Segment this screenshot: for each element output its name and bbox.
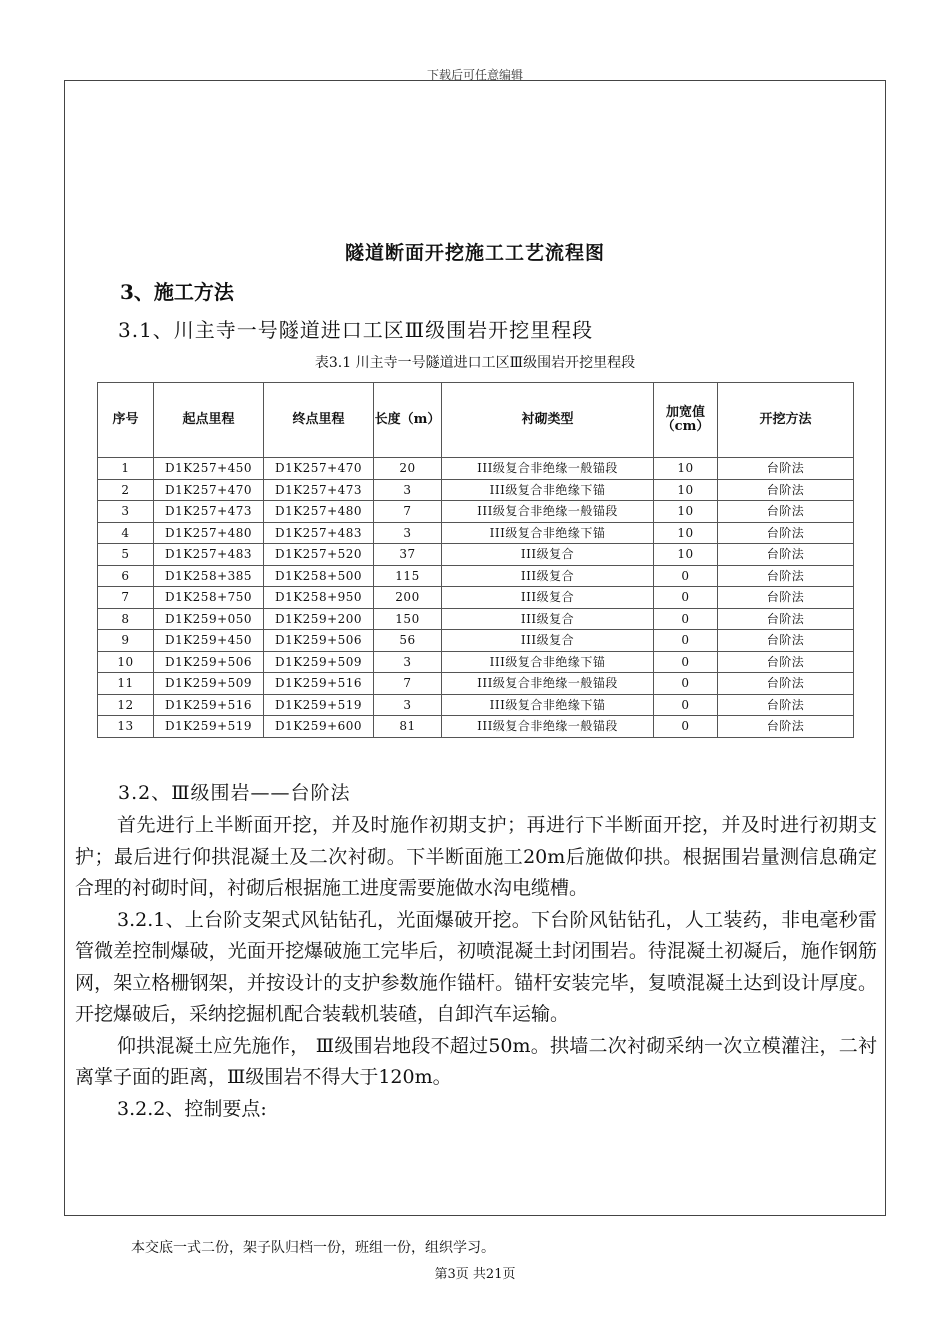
table-cell: 9 <box>98 630 154 652</box>
table-cell: III级复合非绝缘下锚 <box>442 479 654 501</box>
paragraph: 3.2.2、控制要点: <box>117 1097 267 1120</box>
table-cell: 5 <box>98 544 154 566</box>
table-cell: D1K259+519 <box>264 694 374 716</box>
table-cell: 20 <box>374 458 442 480</box>
table-row <box>98 608 854 630</box>
paragraph: 首先进行上半断面开挖，并及时施作初期支护；再进行下半断面开挖，并及时进行初期支护；最后进行仰拱混凝土及二次衬砌。下半断面施工20m后施做仰拱。根据围岩量测信息确定合理的衬砌时间，衬砌后根据施工进度需要施做水沟电缆槽。 <box>75 814 877 899</box>
table-cell: D1K257+480 <box>264 501 374 523</box>
table-cell: 3 <box>374 651 442 673</box>
table-cell: 台阶法 <box>718 651 854 673</box>
table-cell: 0 <box>654 587 718 609</box>
header-cell: 衬砌类型 <box>442 383 654 458</box>
table-row <box>98 565 854 587</box>
table-cell: D1K257+483 <box>264 522 374 544</box>
table-cell: D1K257+480 <box>154 522 264 544</box>
table-row <box>98 587 854 609</box>
table-cell: 10 <box>654 544 718 566</box>
table-cell: D1K259+200 <box>264 608 374 630</box>
table-cell: 7 <box>98 587 154 609</box>
table-cell: III级复合 <box>442 544 654 566</box>
table-row <box>98 458 854 480</box>
table-row <box>98 501 854 523</box>
table-cell: 0 <box>654 716 718 738</box>
table-cell: 0 <box>654 630 718 652</box>
table-cell: III级复合 <box>442 565 654 587</box>
subsection-title: 3.1、川主寺一号隧道进口工区Ⅲ级围岩开挖里程段 <box>118 318 594 342</box>
header-cell: 起点里程 <box>154 383 264 458</box>
table-cell: D1K259+450 <box>154 630 264 652</box>
table-cell: 10 <box>654 522 718 544</box>
table-cell: D1K259+506 <box>264 630 374 652</box>
table-cell: 10 <box>654 501 718 523</box>
table-cell: D1K259+509 <box>264 651 374 673</box>
table-header-row <box>98 383 854 458</box>
table-cell: D1K259+516 <box>154 694 264 716</box>
table-cell: D1K257+520 <box>264 544 374 566</box>
table-cell: D1K259+600 <box>264 716 374 738</box>
table-cell: 0 <box>654 565 718 587</box>
table-cell: 81 <box>374 716 442 738</box>
table-row <box>98 479 854 501</box>
paragraph: 3.2.1、上台阶支架式风钻钻孔，光面爆破开挖。下台阶风钻钻孔，人工装药，非电毫秒雷管微差控制爆破，光面开挖爆破施工完毕后，初喷混凝土封闭围岩。待混凝土初凝后，施作钢筋网，架立格栅钢架，并按设计的支护参数施作锚杆。锚杆安装完毕，复喷混凝土达到设计厚度。开挖爆破后，采纳挖掘机配合装载机装碴，自卸汽车运输。 <box>75 908 877 1025</box>
table-cell: 11 <box>98 673 154 695</box>
header-note: 下载后可任意编辑 <box>426 68 523 82</box>
table-cell: III级复合 <box>442 587 654 609</box>
table-cell: 56 <box>374 630 442 652</box>
table-cell: 3 <box>98 501 154 523</box>
table-cell: 7 <box>374 501 442 523</box>
table-cell: 台阶法 <box>718 630 854 652</box>
header-cell: 终点里程 <box>264 383 374 458</box>
table-cell: 台阶法 <box>718 716 854 738</box>
table-row <box>98 630 854 652</box>
table-cell: D1K258+950 <box>264 587 374 609</box>
table-cell: D1K257+450 <box>154 458 264 480</box>
paragraph: 仰拱混凝土应先施作， Ⅲ级围岩地段不超过50m。拱墙二次衬砌采纳一次立模灌注，二衬离掌子面的距离，Ⅲ级围岩不得大于120m。 <box>75 1034 877 1088</box>
table-cell: 10 <box>654 479 718 501</box>
table-cell: III级复合非绝缘一般锚段 <box>442 673 654 695</box>
table-row <box>98 544 854 566</box>
table-cell: 台阶法 <box>718 458 854 480</box>
table-cell: 1 <box>98 458 154 480</box>
body-text <box>75 810 877 1125</box>
table-cell: 7 <box>374 673 442 695</box>
table-cell: 台阶法 <box>718 522 854 544</box>
header-cell: 加宽值（cm） <box>654 383 718 458</box>
table-cell: III级复合非绝缘一般锚段 <box>442 458 654 480</box>
table-cell: 台阶法 <box>718 544 854 566</box>
table-cell: III级复合非绝缘一般锚段 <box>442 501 654 523</box>
table-cell: D1K259+050 <box>154 608 264 630</box>
table-cell: D1K257+483 <box>154 544 264 566</box>
page-number: 第3页 共21页 <box>434 1267 516 1282</box>
table-cell: III级复合非绝缘下锚 <box>442 651 654 673</box>
table-cell: D1K258+385 <box>154 565 264 587</box>
document-title: 隧道断面开挖施工工艺流程图 <box>344 242 605 264</box>
table-cell: 台阶法 <box>718 501 854 523</box>
table-cell: D1K258+500 <box>264 565 374 587</box>
table-row <box>98 522 854 544</box>
section-3-2-title: 3.2、Ⅲ级围岩——台阶法 <box>118 782 351 804</box>
table-cell: III级复合非绝缘下锚 <box>442 522 654 544</box>
table-cell: 3 <box>374 694 442 716</box>
table-cell: 37 <box>374 544 442 566</box>
table-cell: 10 <box>98 651 154 673</box>
table-cell: D1K257+470 <box>264 458 374 480</box>
table-cell: 10 <box>654 458 718 480</box>
table-cell: III级复合 <box>442 608 654 630</box>
table-cell: D1K257+473 <box>264 479 374 501</box>
table-row <box>98 673 854 695</box>
table-cell: 台阶法 <box>718 608 854 630</box>
table-body <box>98 458 854 738</box>
table-cell: D1K259+509 <box>154 673 264 695</box>
table-cell: 0 <box>654 608 718 630</box>
section-title: 3、施工方法 <box>120 280 234 304</box>
table-cell: D1K259+519 <box>154 716 264 738</box>
table-cell: 台阶法 <box>718 673 854 695</box>
table-cell: D1K259+506 <box>154 651 264 673</box>
footer-note: 本交底一式二份，架子队归档一份，班组一份，组织学习。 <box>131 1240 495 1256</box>
table-cell: 0 <box>654 651 718 673</box>
table-cell: 6 <box>98 565 154 587</box>
table-cell: 115 <box>374 565 442 587</box>
table-cell: 台阶法 <box>718 587 854 609</box>
table-cell: 2 <box>98 479 154 501</box>
table-cell: 台阶法 <box>718 565 854 587</box>
table-cell: III级复合非绝缘下锚 <box>442 694 654 716</box>
table-cell: 台阶法 <box>718 479 854 501</box>
table-cell: 200 <box>374 587 442 609</box>
table-cell: 0 <box>654 673 718 695</box>
table-cell: III级复合非绝缘一般锚段 <box>442 716 654 738</box>
header-cell: 长度（m） <box>374 383 442 458</box>
table-row <box>98 694 854 716</box>
table-cell: D1K259+516 <box>264 673 374 695</box>
table-cell: D1K257+470 <box>154 479 264 501</box>
table-cell: 12 <box>98 694 154 716</box>
table-cell: 0 <box>654 694 718 716</box>
table-cell: 台阶法 <box>718 694 854 716</box>
header-cell: 开挖方法 <box>718 383 854 458</box>
mileage-table <box>97 382 854 738</box>
table-cell: D1K257+473 <box>154 501 264 523</box>
table-cell: 4 <box>98 522 154 544</box>
table-cell: 3 <box>374 522 442 544</box>
table-cell: 8 <box>98 608 154 630</box>
table-cell: III级复合 <box>442 630 654 652</box>
header-cell: 序号 <box>98 383 154 458</box>
table-cell: 3 <box>374 479 442 501</box>
table-cell: 150 <box>374 608 442 630</box>
table-cell: 13 <box>98 716 154 738</box>
table-cell: D1K258+750 <box>154 587 264 609</box>
table-row <box>98 651 854 673</box>
table-caption: 表3.1 川主寺一号隧道进口工区Ⅲ级围岩开挖里程段 <box>314 355 636 371</box>
table-row <box>98 716 854 738</box>
